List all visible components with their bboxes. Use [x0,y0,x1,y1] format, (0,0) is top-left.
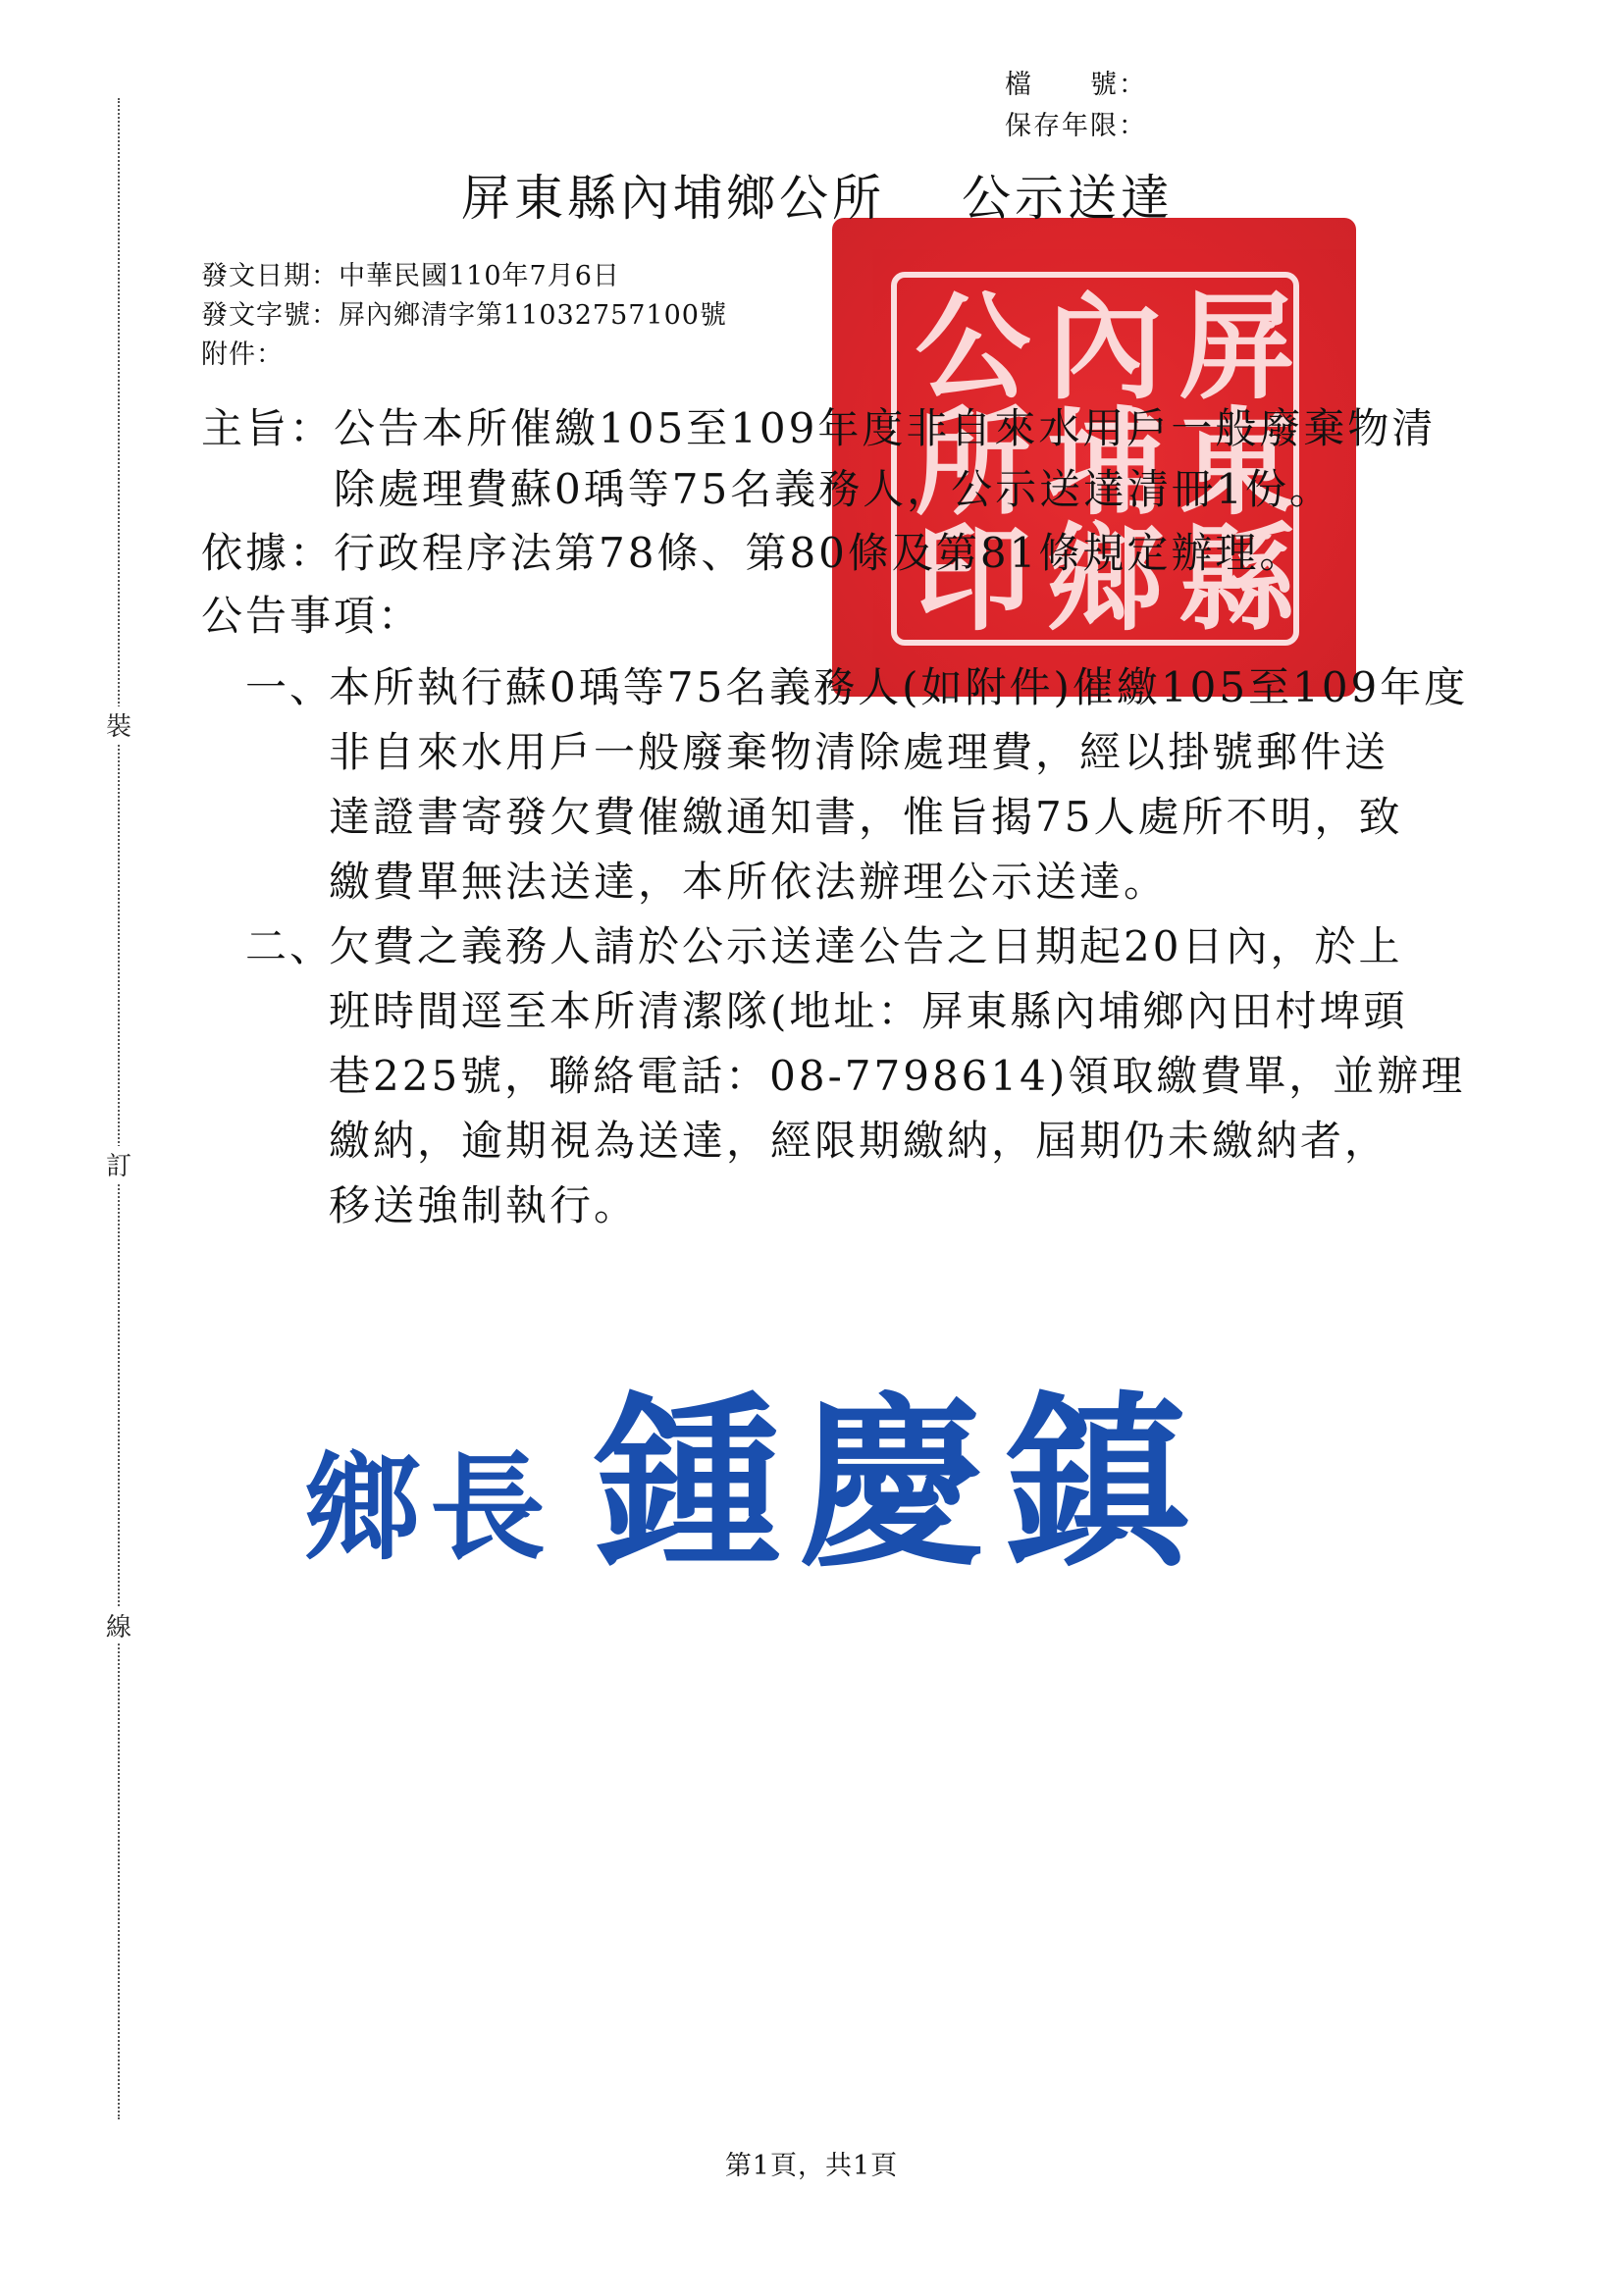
item-2-line-2: 班時間逕至本所清潔隊(地址：屏東縣內埔鄉內田村埤頭 [329,987,1408,1035]
binding-char-bottom: 線 [104,1607,133,1644]
retention-label: 保存年限： [1005,111,1147,141]
document-title [461,159,1174,230]
signature-name: 鍾慶鎮 [595,1374,1208,1592]
file-info [1005,65,1147,147]
title-type: 公示送達 [962,170,1174,227]
item-2-marker: 二、 [245,922,335,970]
items-heading: 公告事項： [201,592,423,640]
signature-role: 鄉長 [304,1439,556,1576]
item-2-line-4: 繳納，逾期視為送達，經限期繳納，屆期仍未繳納者， [329,1117,1389,1165]
item-1-line-4: 繳費單無法送達，本所依法辦理公示送達。 [329,858,1169,906]
file-number-label: 檔 號： [1005,70,1147,100]
seal-column-3: 公所印 [895,285,1032,633]
item-1-line-2: 非自來水用戶一般廢棄物清除處理費，經以掛號郵件送 [329,728,1389,776]
basis-text: 行政程序法第78條、第80條及第81條規定辦理。 [334,529,1304,577]
seal-column-1: 屏東縣 [1159,285,1296,633]
page-number: 第1頁，共1頁 [724,2151,899,2181]
basis-label: 依據： [201,529,335,577]
binding-line [118,98,120,2119]
item-2-line-3: 巷225號，聯絡電話：08-7798614)領取繳費單，並辦理 [329,1052,1466,1100]
document-meta [201,257,727,375]
item-2-line-5: 移送強制執行。 [329,1181,639,1229]
binding-char-top: 裝 [104,706,133,743]
item-1-marker: 一、 [245,663,335,711]
item-1-line-1: 本所執行蘇0瑀等75名義務人(如附件)催繳105至109年度 [329,663,1469,711]
item-2-line-1: 欠費之義務人請於公示送達公告之日期起20日內，於上 [329,922,1403,970]
subject-label: 主旨： [201,404,335,452]
attachment-label: 附件： [201,339,284,370]
subject-line-1: 公告本所催繳105至109年度非自來水用戶一般廢棄物清 [334,404,1437,452]
document-number: 發文字號：屏內鄉清字第11032757100號 [201,300,727,331]
signature-stamp [304,1334,1207,1602]
item-1-line-3: 達證書寄發欠費催繳通知書，惟旨揭75人處所不明，致 [329,793,1403,841]
issue-date: 發文日期：中華民國110年7月6日 [201,261,620,291]
title-office: 屏東縣內埔鄉公所 [461,170,885,227]
binding-char-middle: 訂 [104,1146,133,1182]
seal-column-2: 內埔鄉 [1026,285,1164,633]
subject-line-2: 除處理費蘇0瑀等75名義務人，公示送達清冊1份。 [334,465,1334,513]
